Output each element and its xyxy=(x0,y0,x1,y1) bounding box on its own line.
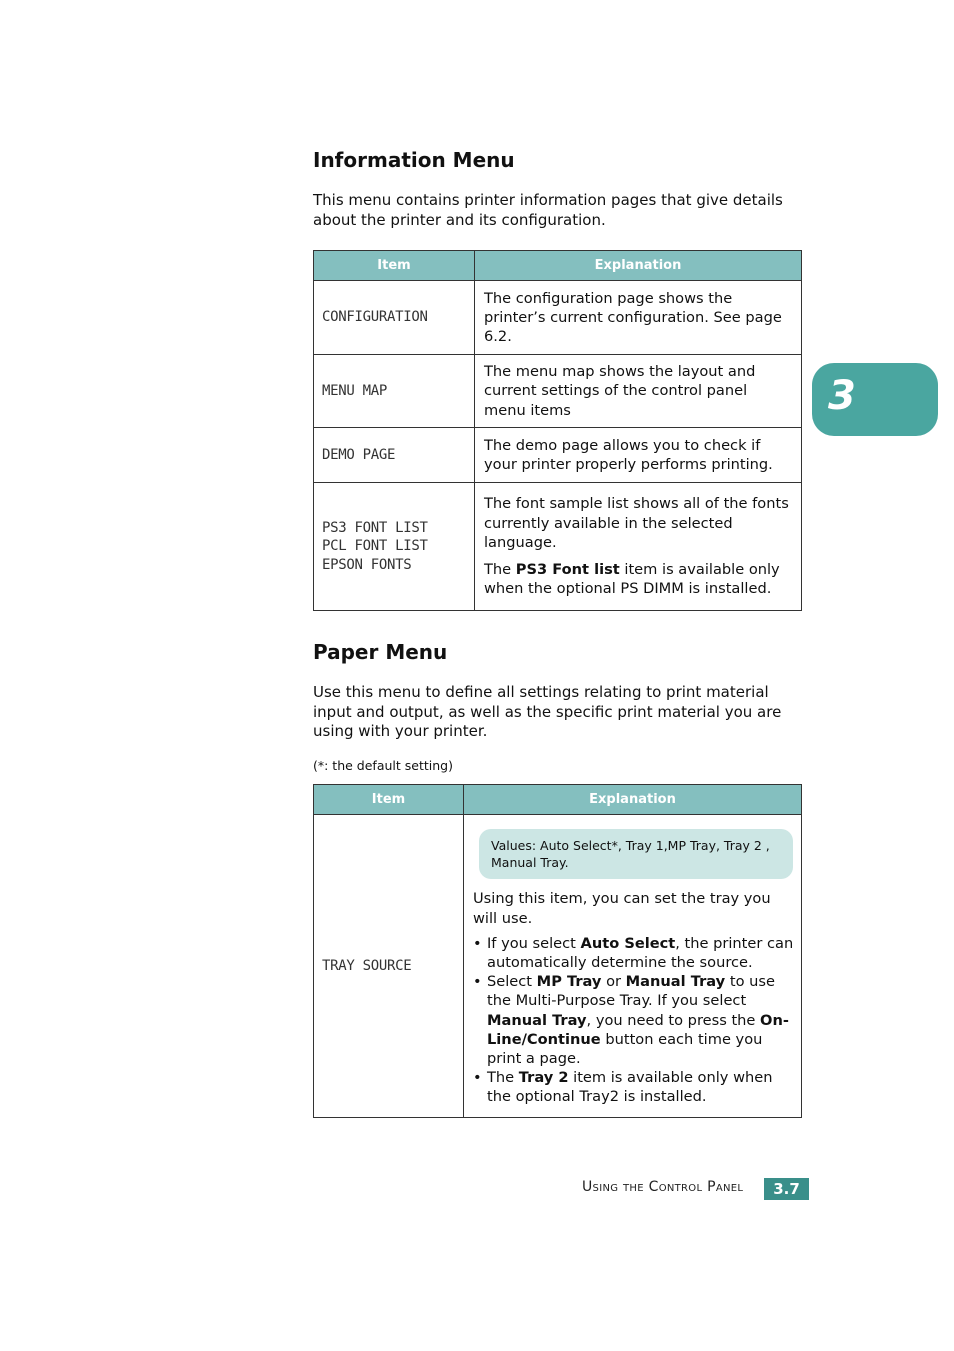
item-cell: DEMO PAGE xyxy=(314,428,475,483)
table-row xyxy=(314,428,802,483)
item-cell: CONFIGURATION xyxy=(314,281,475,355)
text: The xyxy=(487,1069,519,1087)
bold-text: Tray 2 xyxy=(518,1069,569,1087)
note-post: item is available only when the optional PS DIMM is installed. xyxy=(484,561,780,598)
paper-table xyxy=(313,784,802,1118)
item-line: EPSON FONTS xyxy=(322,556,412,573)
list-item xyxy=(473,934,797,972)
explanation-cell: The demo page allows you to check if your printer properly performs printing. xyxy=(475,428,802,483)
text: button each time you print a page. xyxy=(487,1030,763,1067)
explanation-note xyxy=(484,560,793,598)
explanation-text: Using this item, you can set the tray you will use. xyxy=(473,890,771,927)
info-col-explanation: Explanation xyxy=(475,251,802,281)
bold-text: Manual Tray xyxy=(487,1011,587,1029)
text: If you select xyxy=(487,934,581,952)
text: item is available only when the optional Tray2 is installed. xyxy=(487,1069,773,1106)
explanation-cell xyxy=(475,483,802,611)
table-row xyxy=(314,815,802,1118)
info-col-item: Item xyxy=(314,251,475,281)
chapter-tab xyxy=(812,363,938,436)
explanation-cell: The menu map shows the layout and current settings of the control panel menu items xyxy=(475,355,802,428)
bullet-list xyxy=(473,934,797,1107)
paper-col-explanation: Explanation xyxy=(464,785,802,815)
paper-col-item: Item xyxy=(314,785,464,815)
text: , the printer can automatically determine the source. xyxy=(487,934,794,971)
item-cell: TRAY SOURCE xyxy=(314,815,464,1118)
text: to use the Multi-Purpose Tray. If you select xyxy=(487,973,775,1010)
item-line: PS3 FONT LIST xyxy=(322,519,428,536)
note-pre: The xyxy=(484,561,516,579)
page-number: 3.7 xyxy=(764,1178,809,1200)
bold-text: MP Tray xyxy=(536,973,602,991)
chapter-number: 3 xyxy=(828,373,856,419)
bullet-icon: • xyxy=(473,973,482,991)
table-row xyxy=(314,355,802,428)
note-bold: PS3 Font list xyxy=(515,561,620,579)
list-item xyxy=(473,972,797,1068)
bullet-icon: • xyxy=(473,934,482,952)
item-cell: MENU MAP xyxy=(314,355,475,428)
paper-heading: Paper Menu xyxy=(313,640,448,664)
table-row xyxy=(314,483,802,611)
item-cell xyxy=(314,483,475,611)
explanation-cell xyxy=(464,815,802,1118)
footer-title: Using the Control Panel xyxy=(582,1179,744,1195)
explanation-cell: The configuration page shows the printer’s current configuration. See page 6.2. xyxy=(475,281,802,355)
text: , you need to press the xyxy=(586,1011,761,1029)
info-intro: This menu contains printer information pages that give details about the printer and its configuration. xyxy=(313,191,783,229)
bullet-icon: • xyxy=(473,1069,482,1087)
table-row xyxy=(314,281,802,355)
bold-text: On-Line/Continue xyxy=(487,1011,789,1048)
default-note: (*: the default setting) xyxy=(313,758,453,773)
text: or xyxy=(601,973,626,991)
text: Select xyxy=(487,973,537,991)
info-heading: Information Menu xyxy=(313,148,515,172)
explanation-text: The font sample list shows all of the fonts currently available in the selected language. xyxy=(484,495,789,551)
item-line: PCL FONT LIST xyxy=(322,538,428,555)
info-table xyxy=(313,250,802,611)
bold-text: Manual Tray xyxy=(625,973,726,991)
list-item xyxy=(473,1068,797,1106)
paper-intro: Use this menu to define all settings relating to print material input and output, as well as the specific print material you are using with your printer. xyxy=(313,683,782,740)
bold-text: Auto Select xyxy=(580,934,676,952)
values-box: Values: Auto Select*, Tray 1,MP Tray, Tray 2 , Manual Tray. xyxy=(479,829,793,879)
